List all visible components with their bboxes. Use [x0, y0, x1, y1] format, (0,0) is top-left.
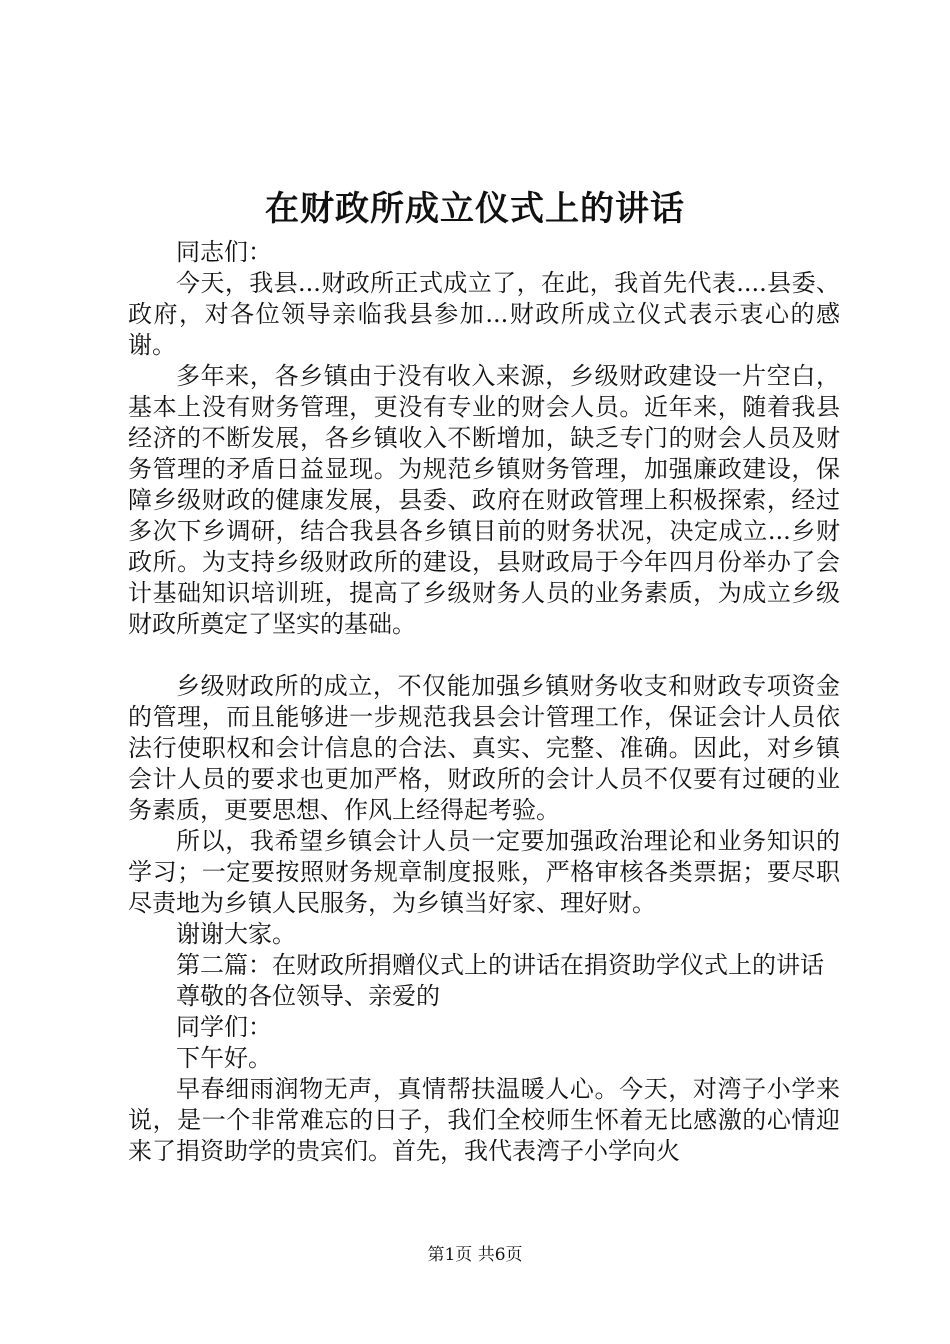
paragraph: 同志们：	[176, 238, 272, 266]
page-footer: 第1页 共6页	[427, 1245, 523, 1265]
paragraph: 谢谢大家。	[176, 920, 296, 948]
paragraph: 尊敬的各位领导、亲爱的	[176, 982, 440, 1010]
document-title: 在财政所成立仪式上的讲话	[265, 189, 685, 229]
paragraph: 第二篇：在财政所捐赠仪式上的讲话在捐资助学仪式上的讲话	[176, 951, 824, 979]
document-body	[128, 237, 840, 1167]
paragraph: 所以，我希望乡镇会计人员一定要加强政治理论和业务知识的学习；一定要按照财务规章制度报账，严格审核各类票据；要尽职尽责地为乡镇人民服务，为乡镇当好家、理好财。	[128, 827, 840, 917]
paragraph: 早春细雨润物无声，真情帮扶温暖人心。今天，对湾子小学来说，是一个非常难忘的日子，我们全校师生怀着无比感激的心情迎来了捐资助学的贵宾们。首先，我代表湾子小学向火	[128, 1075, 840, 1165]
paragraph: 下午好。	[176, 1044, 272, 1072]
paragraph: 乡级财政所的成立，不仅能加强乡镇财务收支和财政专项资金的管理，而且能够进一步规范我县会计管理工作，保证会计人员依法行使职权和会计信息的合法、真实、完整、准确。因此，对乡镇会计人员的要求也更加严格，财政所的会计人员不仅要有过硬的业务素质，更要思想、作风上经得起考验。	[128, 672, 840, 824]
paragraph: 多年来，各乡镇由于没有收入来源，乡级财政建设一片空白，基本上没有财务管理，更没有专业的财会人员。近年来，随着我县经济的不断发展，各乡镇收入不断增加，缺乏专门的财会人员及财务管理的矛盾日益显现。为规范乡镇财务管理，加强廉政建设，保障乡级财政的健康发展，县委、政府在财政管理上积极探索，经过多次下乡调研，结合我县各乡镇目前的财务状况，决定成立...乡财政所。为支持乡级财政所的建设，县财政局于今年四月份举办了会计基础知识培训班，提高了乡级财务人员的业务素质，为成立乡级财政所奠定了坚实的基础。	[128, 362, 840, 638]
paragraph: 今天，我县...财政所正式成立了，在此，我首先代表....县委、政府，对各位领导亲临我县参加...财政所成立仪式表示衷心的感谢。	[128, 269, 840, 359]
paragraph: 同学们：	[176, 1013, 272, 1041]
